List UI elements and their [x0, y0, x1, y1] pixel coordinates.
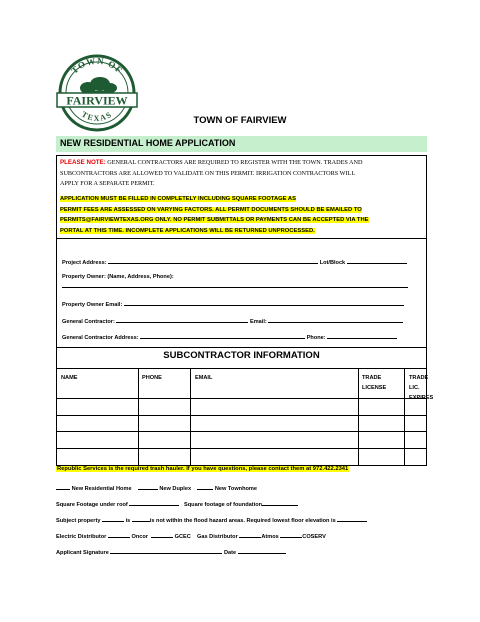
- col-phone: PHONE: [142, 375, 162, 381]
- gc-phone-field[interactable]: [327, 333, 397, 339]
- notice-text: GENERAL CONTRACTORS ARE REQUIRED TO REGISTER WITH THE TOWN. TRADES AND: [107, 159, 363, 166]
- property-owner-field[interactable]: [62, 287, 408, 288]
- oncor-checkbox[interactable]: [108, 532, 130, 538]
- notice-label: PLEASE NOTE:: [60, 159, 106, 166]
- property-owner-label: Property Owner: (Name, Address, Phone):: [62, 274, 174, 280]
- warning-text: PERMITS@FAIRVIEWTEXAS.ORG ONLY. NO PERMIT SUBMITTALS OR PAYMENTS CAN BE ACCEPTED VIA THE: [60, 217, 369, 223]
- flood-is-not-field[interactable]: [132, 516, 150, 522]
- subcontractor-table: [56, 368, 434, 465]
- gc-email-label: Email:: [249, 319, 267, 325]
- lowest-floor-field[interactable]: [337, 516, 367, 522]
- flood-hazard-row: Subject property is is not within the flood hazard areas. Required lowest floor elevation is: [56, 516, 367, 524]
- sqft-foundation-field[interactable]: [262, 500, 298, 506]
- new-home-checkbox[interactable]: [56, 484, 70, 490]
- contractor-notice: [60, 158, 422, 190]
- general-contractor-row: [62, 317, 403, 325]
- signature-field[interactable]: [110, 548, 222, 554]
- subcontractor-title: SUBCONTRACTOR INFORMATION: [163, 350, 320, 361]
- project-address-row: [62, 258, 407, 266]
- project-address-field[interactable]: [108, 258, 318, 264]
- gc-address-field[interactable]: [140, 333, 305, 339]
- warning-text: PERMIT FEES ARE ASSESSED ON VARYING FACTORS. ALL PERMIT DOCUMENTS SHOULD BE EMAILED TO: [60, 206, 362, 213]
- sqft-roof-field[interactable]: [129, 500, 179, 506]
- logo-bottom-text: TEXAS: [79, 109, 115, 123]
- atmos-checkbox[interactable]: [239, 532, 261, 538]
- distributor-row: Electric Distributor Oncor GCEC Gas Distributor Atmos COSERV: [56, 534, 326, 540]
- col-email: EMAIL: [195, 375, 213, 381]
- new-townhome-checkbox[interactable]: [197, 484, 213, 490]
- new-duplex-checkbox[interactable]: [138, 484, 158, 490]
- application-warning: [60, 194, 425, 236]
- warning-text: PORTAL AT THIS TIME. INCOMPLETE APPLICATIONS WILL BE RETURNED UNPROCESSED.: [60, 227, 315, 234]
- logo-top-text: TOWN OF: [69, 55, 125, 76]
- divider: [57, 347, 426, 348]
- warning-text: APPLICATION MUST BE FILLED IN COMPLETELY INCLUDING SQUARE FOOTAGE AS: [60, 196, 296, 202]
- coserv-checkbox[interactable]: [280, 532, 302, 538]
- owner-email-row: [62, 300, 404, 308]
- gc-address-label: General Contractor Address:: [62, 335, 139, 341]
- gc-address-row: [62, 333, 397, 341]
- flood-is-field[interactable]: [102, 516, 124, 522]
- general-contractor-label: General Contractor:: [62, 319, 115, 325]
- lot-block-label: Lot/Block: [319, 260, 346, 266]
- application-banner: [56, 136, 427, 152]
- square-footage-row: Square Footage under roof Square footage of foundation: [56, 500, 298, 508]
- notice-text: SUBCONTRACTORS ARE ALLOWED TO VALIDATE ON THIS PERMIT. IRRIGATION CONTRACTORS WILL: [60, 169, 356, 177]
- application-title: NEW RESIDENTIAL HOME APPLICATION: [60, 138, 236, 148]
- page-title: TOWN OF FAIRVIEW: [193, 115, 287, 126]
- col-trade-lic-expires: TRADE LIC. EXPIRES: [409, 375, 434, 401]
- trash-hauler-notice: Republic Services is the required trash hauler. If you have questions, please contact them at 972.422.2341: [57, 466, 349, 472]
- logo-main-text: FAIRVIEW: [66, 93, 128, 108]
- owner-email-label: Property Owner Email:: [62, 302, 123, 308]
- general-contractor-field[interactable]: [116, 317, 248, 323]
- gc-phone-label: Phone:: [306, 335, 326, 341]
- divider: [57, 238, 426, 239]
- home-type-row: New Residential Home New Duplex New Townhome: [56, 484, 257, 492]
- gc-email-field[interactable]: [268, 317, 403, 323]
- date-field[interactable]: [238, 548, 286, 554]
- col-trade-license: TRADE LICENSE: [362, 375, 387, 391]
- project-address-label: Project Address:: [62, 260, 107, 266]
- owner-email-field[interactable]: [124, 300, 404, 306]
- lot-block-field[interactable]: [347, 258, 407, 264]
- signature-row: Applicant Signature Date: [56, 548, 286, 556]
- notice-text: APPLY FOR A SEPARATE PERMIT.: [60, 180, 155, 187]
- col-name: NAME: [61, 375, 78, 381]
- gcec-checkbox[interactable]: [151, 532, 173, 538]
